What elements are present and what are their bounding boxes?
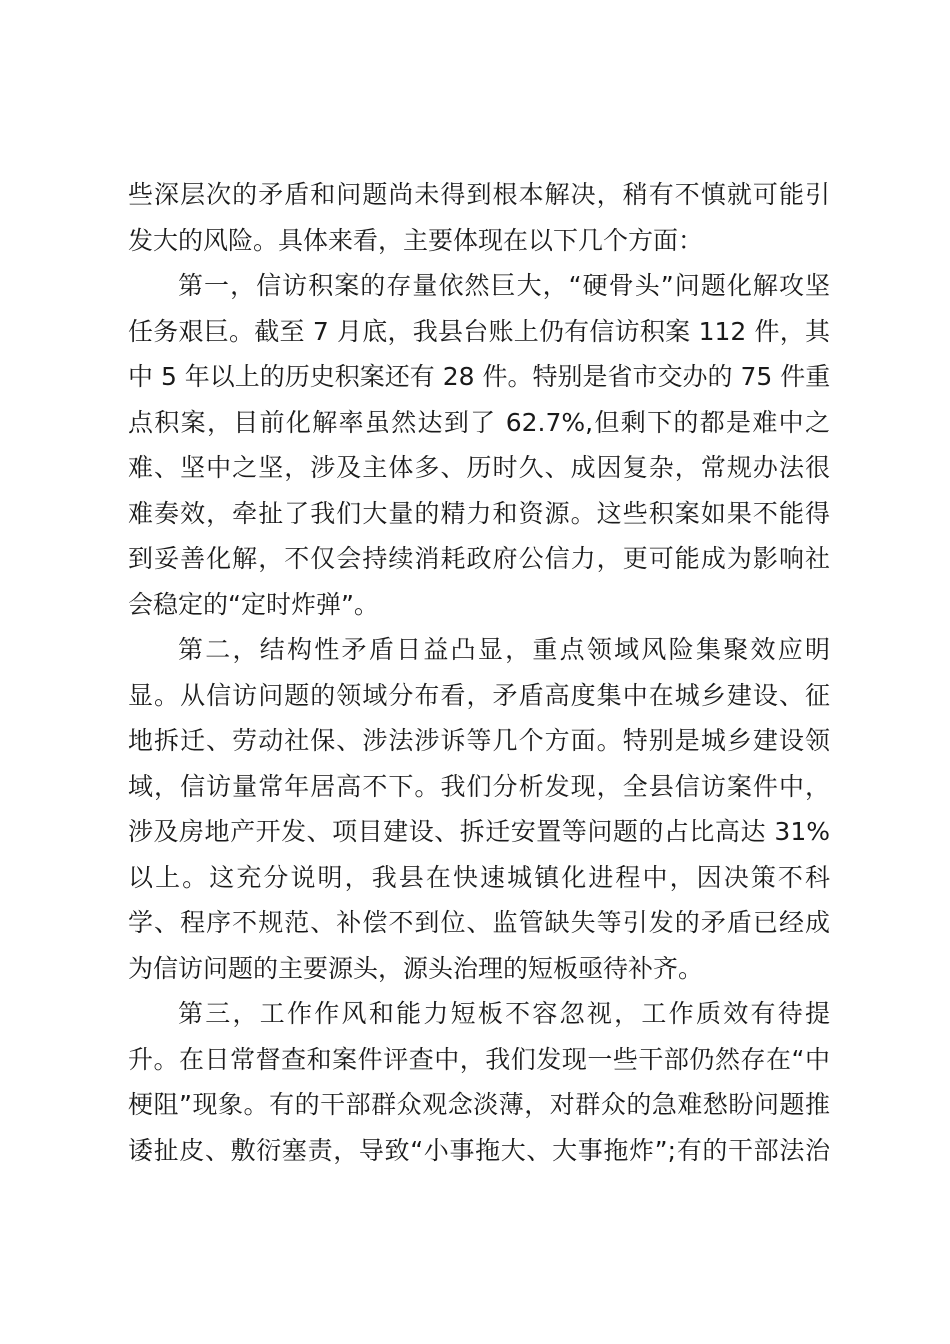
paragraph-line: 诿扯皮、敷衍塞责，导致“小事拖大、大事拖炸”;有的干部法治 — [128, 1135, 830, 1165]
paragraph-line: 为信访问题的主要源头，源头治理的短板亟待补齐。 — [128, 953, 704, 983]
paragraph-line: 升。在日常督查和案件评查中，我们发现一些干部仍然存在“中 — [128, 1044, 830, 1074]
paragraph-line: 些深层次的矛盾和问题尚未得到根本解决，稍有不慎就可能引 — [128, 180, 830, 209]
paragraph-line: 发大的风险。具体来看，主要体现在以下几个方面： — [128, 225, 704, 255]
paragraph-line: 难、坚中之坚，涉及主体多、历时久、成因复杂，常规办法很 — [128, 453, 830, 482]
paragraph-line: 到妥善化解，不仅会持续消耗政府公信力，更可能成为影响社 — [128, 544, 830, 573]
paragraph-line: 显。从信访问题的领域分布看，矛盾高度集中在城乡建设、征 — [128, 680, 830, 710]
paragraph-line: 学、程序不规范、补偿不到位、监管缺失等引发的矛盾已经成 — [128, 908, 830, 937]
paragraph-line: 任务艰巨。截至 7 月底，我县台账上仍有信访积案 112 件，其 — [128, 316, 830, 346]
paragraph-line: 域，信访量常年居高不下。我们分析发现，全县信访案件中， — [128, 771, 830, 801]
paragraph-line: 涉及房地产开发、项目建设、拆迁安置等问题的占比高达 31% — [128, 817, 830, 846]
paragraph-line: 地拆迁、劳动社保、涉法涉诉等几个方面。特别是城乡建设领 — [128, 726, 830, 755]
paragraph-line: 第一，信访积案的存量依然巨大，“硬骨头”问题化解攻坚 — [178, 271, 830, 300]
paragraph-line: 难奏效，牵扯了我们大量的精力和资源。这些积案如果不能得 — [128, 498, 830, 528]
paragraph-line: 点积案，目前化解率虽然达到了 62.7%,但剩下的都是难中之 — [128, 407, 830, 437]
paragraph-line: 会稳定的“定时炸弹”。 — [128, 589, 379, 619]
paragraph-line: 梗阻”现象。有的干部群众观念淡薄，对群众的急难愁盼问题推 — [128, 1090, 830, 1119]
paragraph-line: 第二，结构性矛盾日益凸显，重点领域风险集聚效应明 — [178, 635, 830, 664]
document-body — [128, 172, 830, 1173]
paragraph-line: 以上。这充分说明，我县在快速城镇化进程中，因决策不科 — [128, 862, 830, 892]
paragraph-line: 第三，工作作风和能力短板不容忽视，工作质效有待提 — [178, 999, 830, 1028]
paragraph-line: 中 5 年以上的历史积案还有 28 件。特别是省市交办的 75 件重 — [128, 362, 830, 391]
